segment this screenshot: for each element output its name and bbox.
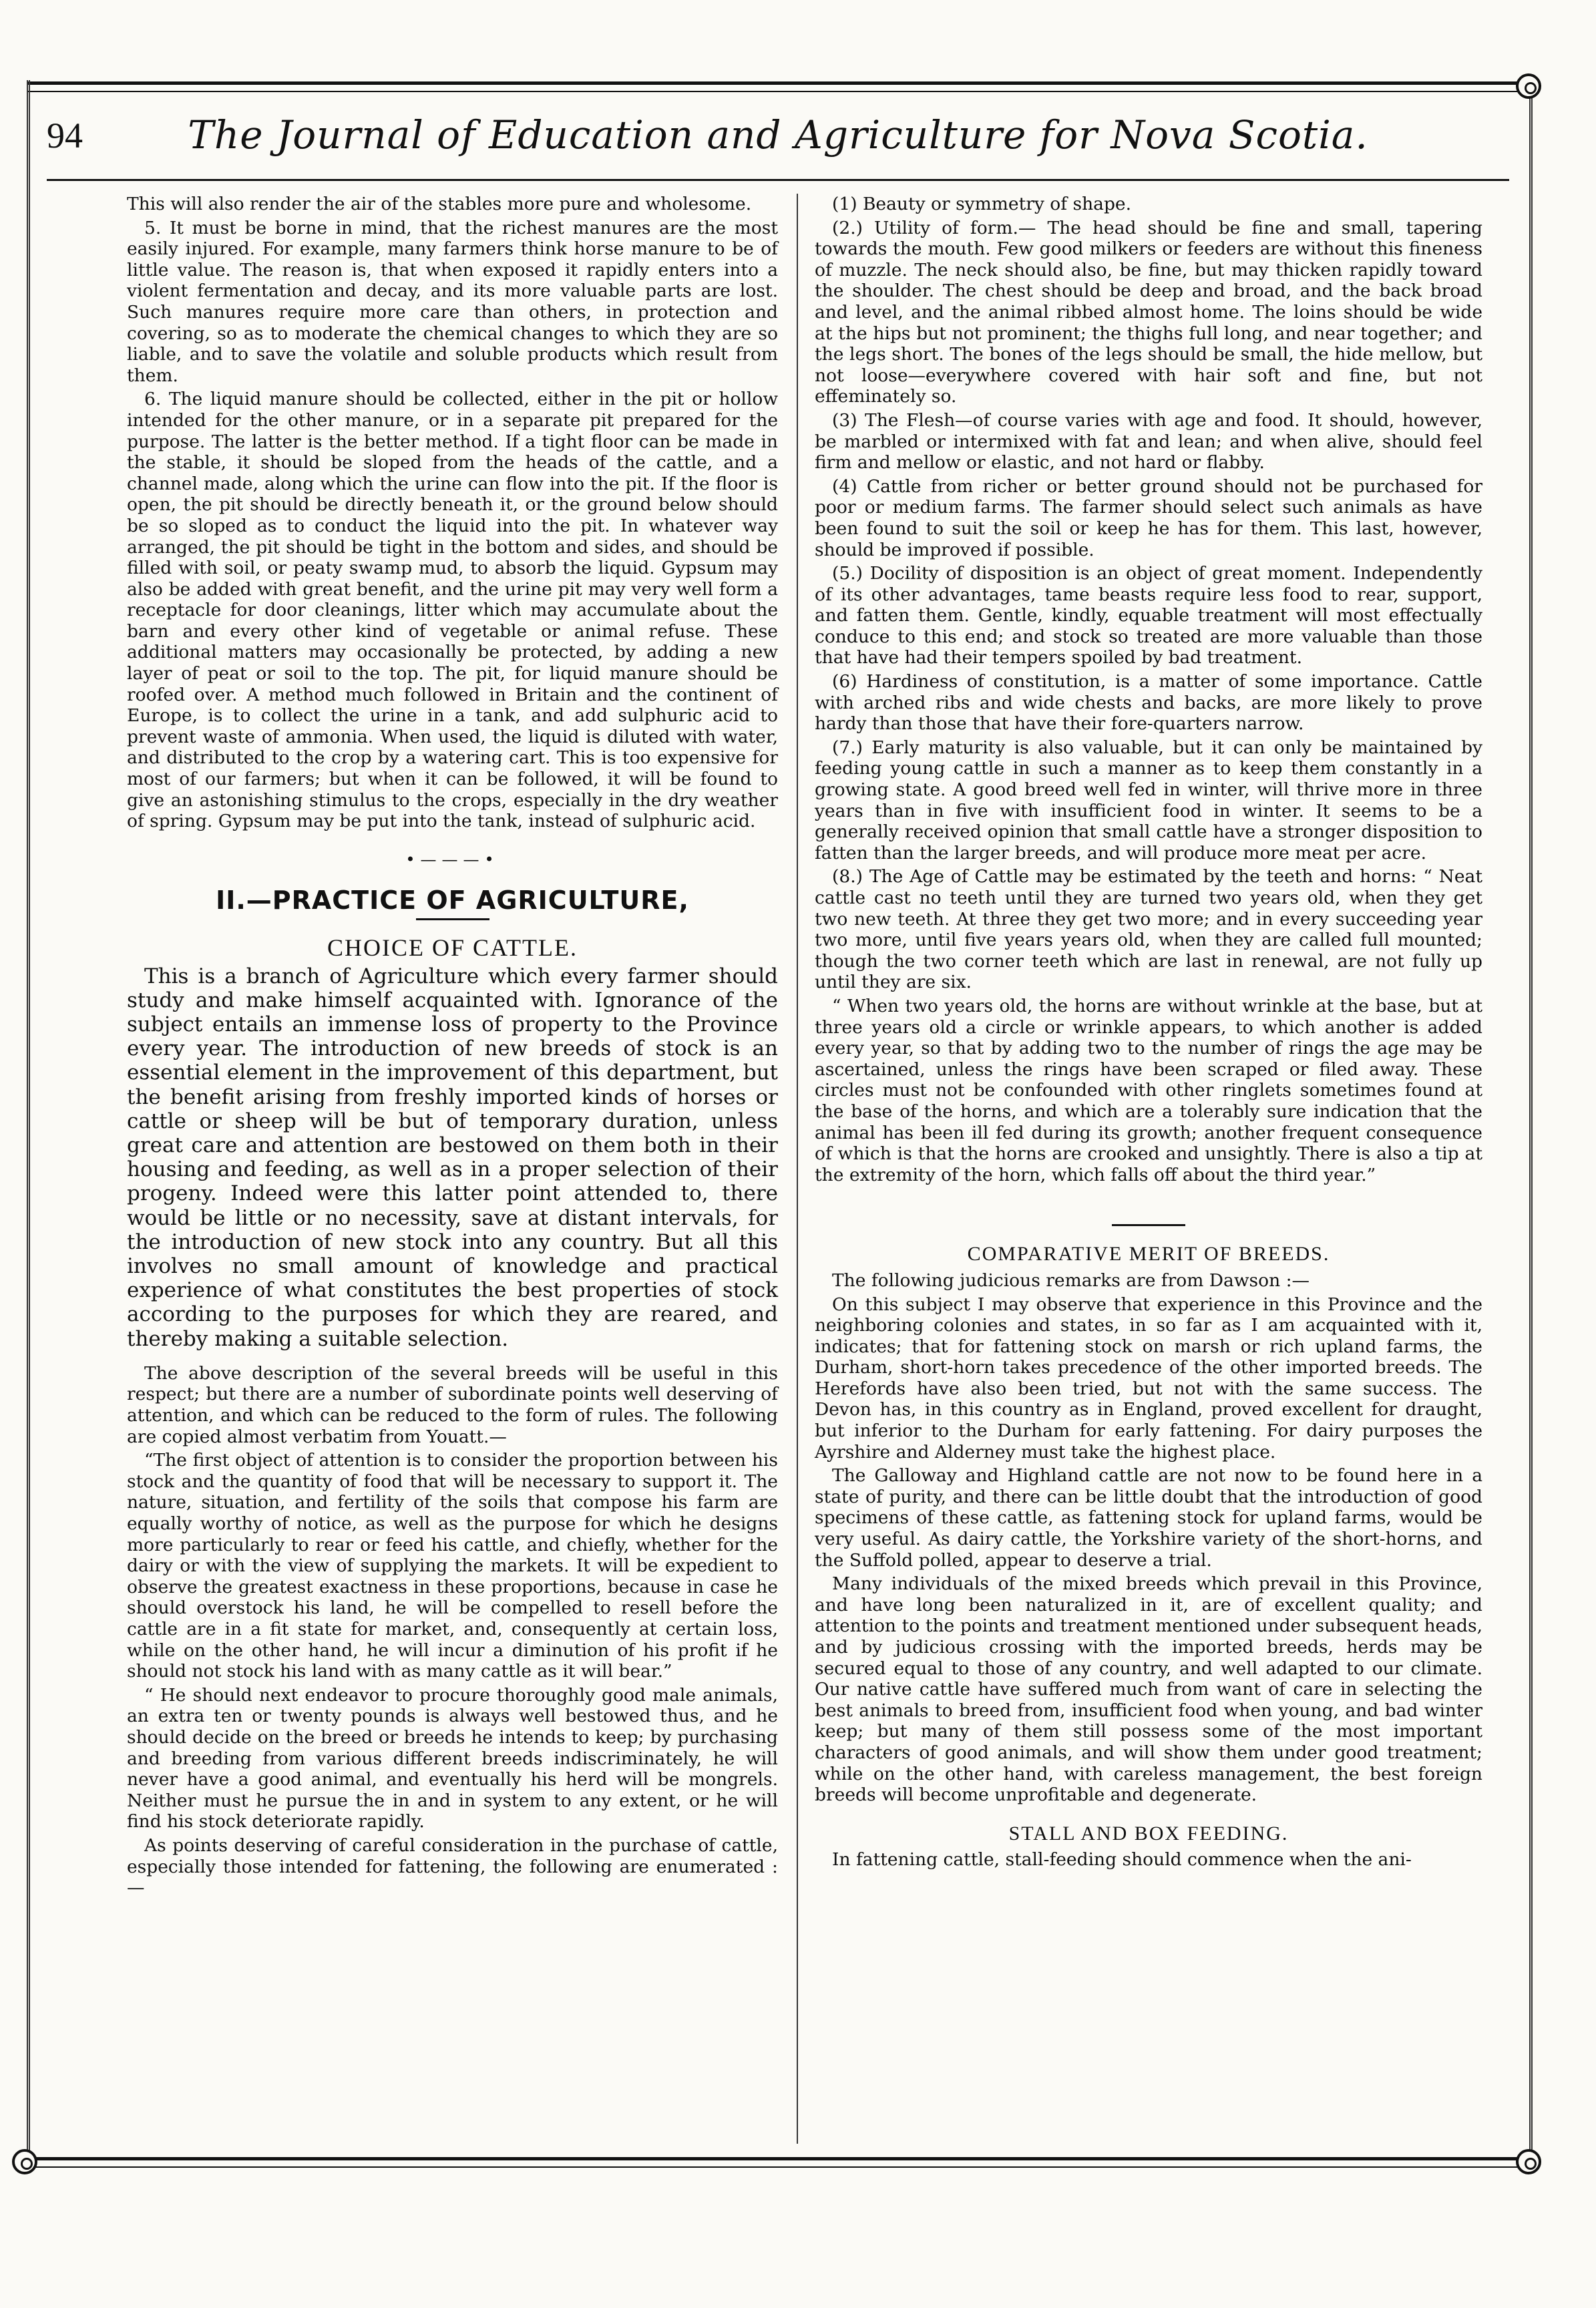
paragraph: This will also render the air of the stables more pure and wholesome.: [127, 194, 752, 214]
bottom-border-rule: [27, 2157, 1529, 2160]
right-column: [815, 194, 1482, 1873]
ornamental-divider: •———•: [405, 849, 500, 869]
paragraph: “The first object of attention is to consider the proportion between his stock and the quantity of food that will be necessary to support it. The nature, situation, and fertility of the soils that compose his farm are equally worthy of notice, as well as the purpose for which he designs more particularly to rear or feed his cattle, and chiefly, whether for the dairy or with the view of supplying the markets. It will be expedient to observe the greatest exactness in these proportions, because in case he should overstock his land, he will be compelled to resell before the cattle are in a fit state for market, and, consequently at certain loss, while on the other hand, he will incur a diminution of his profit if he should not stock his land with as many cattle as it will bear.”: [127, 1450, 778, 1682]
corner-ornament-icon: [1516, 2149, 1541, 2174]
column-divider: [797, 194, 798, 2144]
header-rule: [47, 179, 1509, 181]
sub-heading: CHOICE OF CATTLE.: [327, 934, 578, 961]
paragraph: (2.) Utility of form.— The head should be fine and small, tapering towards the mouth. Few good milkers or feeders are without this fineness of muzzle. The neck should also, be fine, but may thicken rapidly toward the shoulder. The chest should be deep and broad, and the back broad and level, and the animal ribbed almost home. The loins should be wide at the hips but not prominent; the thighs full long, and near together; and the legs short. The bones of the legs should be small, the hide mellow, but not loose—everywhere covered with hair soft and fine, but not effeminately so.: [815, 217, 1482, 407]
paragraph: 6. The liquid manure should be collected, either in the pit or hollow intended for the other manure, or in a separate pit prepared for the purpose. The latter is the better method. If a tight floor can be made in the stable, it should be sloped from the heads of the cattle, and a channel made, along which the urine can flow into the pit. If the floor is open, the pit should be directly beneath it, or the ground below should be so sloped as to conduct the liquid into the pit. In whatever way arranged, the pit should be tight in the bottom and sides, and should be filled with soil, or peaty swamp mud, to absorb the liquid. Gypsum may also be added with great benefit, and the urine pit may very well form a receptacle for door cleanings, litter which may accumulate about the barn and every other kind of vegetable or animal refuse. These additional matters may occasionally be protected, by adding a new layer of peat or soil to the top. The pit, for liquid manure should be roofed over. A method much followed in Britain and the continent of Europe, is to collect the urine in a tank, and add sulphuric acid to prevent waste of ammonia. When used, the liquid is diluted with water, and distributed to the crop by a watering cart. This is too expensive for most of our farmers; but when it can be followed, it will be found to give an astonishing stimulus to the crops, especially in the dry weather of spring. Gypsum may be put into the tank, instead of sulphuric acid.: [127, 389, 778, 832]
corner-ornament-icon: [12, 2149, 37, 2174]
sub-heading: COMPARATIVE MERIT OF BREEDS.: [967, 1243, 1330, 1266]
journal-title: The Journal of Education and Agriculture for Nova Scotia.: [188, 112, 1368, 158]
paragraph: (5.) Docility of disposition is an object of great moment. Independently of its other advantages, tame beasts require less food to rear, support, and fatten them. Gentle, kindly, equable treatment will most effectually conduce to this end; and stock so treated are more valuable than those that have had their tempers spoiled by bad treatment.: [815, 563, 1482, 668]
paragraph: On this subject I may observe that experience in this Province and the neighboring colonies and states, in so far as I am acquainted with it, indicates; that for fattening stock on marsh or rich upland farms, the Durham, short-horn takes precedence of the other imported breeds. The Herefords have also been tried, but not with the same success. The Devon has, in this country as in England, proved excellent for draught, but inferior to the Durham for early fattening. For dairy purposes the Ayrshire and Alderney must take the highest place.: [815, 1294, 1482, 1463]
paragraph: As points deserving of careful consideration in the purchase of cattle, especially those intended for fattening, the following are enumerated :—: [127, 1835, 778, 1899]
bottom-border-rule-thin: [27, 2166, 1529, 2168]
corner-ornament-icon: [1516, 73, 1541, 99]
paragraph: The following judicious remarks are from Dawson :—: [832, 1270, 1310, 1291]
paragraph: (3) The Flesh—of course varies with age and food. It should, however, be marbled or intermixed with fat and lean; and when alive, should feel firm and mellow or elastic, and not hard or flabby.: [815, 409, 1482, 473]
short-rule: [416, 918, 489, 920]
large-text-block: [127, 964, 778, 1351]
paragraph: 5. It must be borne in mind, that the richest manures are the most easily injured. For example, many farmers think horse manure to be of little value. The reason is, that when exposed it rapidly enters into a violent fermentation and decay, and its more valuable parts are lost. Such manures require more care than others, in protection and covering, so as to moderate the chemical changes to which they are so liable, and to save the volatile and soluble products which result from them.: [127, 217, 778, 386]
left-column: [127, 194, 778, 1901]
paragraph: (4) Cattle from richer or better ground should not be purchased for poor or medium farms. The farmer should select such animals as have been found to suit the soil or keep he has for them. This last, however, should be improved if possible.: [815, 475, 1482, 560]
sub-heading: STALL AND BOX FEEDING.: [1008, 1822, 1289, 1845]
paragraph: (1) Beauty or symmetry of shape.: [832, 194, 1132, 214]
paragraph: “ He should next endeavor to procure thoroughly good male animals, an extra ten or twenty pounds is always well bestowed thus, and he should decide on the breed or breeds he intends to keep; by purchasing and breeding from various different breeds indiscriminately, he will never have a good animal, and eventually his herd will be mongrels. Neither must he pursue the in and in system to any extent, or he will find his stock deteriorate rapidly.: [127, 1684, 778, 1833]
paragraph: “ When two years old, the horns are without wrinkle at the base, but at three years old a circle or wrinkle appears, to which another is added every year, so that by adding two to the number of rings the age may be ascertained, unless the rings have been scraped or filed away. These circles must not be confounded with other ringlets sometimes found at the base of the horns, and which are a tolerably sure indication that the animal has been ill fed during its growth; another frequent consequence of which is that the horns are crooked and unsightly. There is also a tip at the extremity of the horn, which falls off about the third year.”: [815, 995, 1482, 1185]
paragraph: (8.) The Age of Cattle may be estimated by the teeth and horns: “ Neat cattle cast no teeth until they are turned two years old, when they get two new teeth. At three they get two more; and in every succeeding year two more, until five years years old, when they are called full mounted; though the two corner teeth which are last in renewal, are not fully up until they are six.: [815, 866, 1482, 993]
short-rule: [1112, 1224, 1185, 1226]
paragraph: In fattening cattle, stall-feeding should commence when the ani-: [832, 1849, 1412, 1871]
paragraph: This is a branch of Agriculture which every farmer should study and make himself acquainted with. Ignorance of the subject entails an immense loss of property to the Province every year. The introduction of new breeds of stock is an essential element in the improvement of this department, but the benefit arising from freshly imported kinds of horses or cattle or sheep will be but of temporary duration, unless great care and attention are bestowed on them both in their housing and feeding, as well as in a proper selection of their progeny. Indeed were this latter point attended to, there would be little or no necessity, save at distant intervals, for the introduction of new stock into any country. But all this involves no small amount of knowledge and practical experience of what constitutes the best properties of stock according to the purposes for which they are reared, and thereby making a suitable selection.: [127, 964, 778, 1351]
paragraph: The Galloway and Highland cattle are not now to be found here in a state of purity, and there can be little doubt that the introduction of good specimens of these cattle, as fattening stock for upland farms, would be very useful. As dairy cattle, the Yorkshire variety of the short-horns, and the Suffold polled, appear to deserve a trial.: [815, 1465, 1482, 1571]
section-heading: II.—PRACTICE OF AGRICULTURE,: [216, 886, 689, 916]
page-header: [47, 107, 1509, 187]
paragraph: (6) Hardiness of constitution, is a matter of some importance. Cattle with arched ribs and wide chests and backs, are more likely to prove hardy than those that have their fore-quarters narrow.: [815, 671, 1482, 735]
paragraph: The above description of the several breeds will be useful in this respect; but there are a number of subordinate points well deserving of attention, and which can be reduced to the form of rules. The following are copied almost verbatim from Youatt.—: [127, 1362, 778, 1447]
paragraph: Many individuals of the mixed breeds which prevail in this Province, and have long been naturalized in it, are of excellent quality; and attention to the points and treatment mentioned under subsequent heads, and by judicious crossing with the imported breeds, herds may be secured equal to those of any country, and well adapted to our climate. Our native cattle have suffered much from want of care in selecting the best animals to breed from, insufficient food when young, and bad winter keep; but many of them still possess some of the most important characters of good animals, and will show them under good treatment; while on the other hand, with careless management, the best foreign breeds will become unprofitable and degenerate.: [815, 1573, 1482, 1806]
paragraph: (7.) Early maturity is also valuable, but it can only be maintained by feeding young cattle in such a manner as to keep them constantly in a growing state. A good breed well fed in winter, will thrive more in three years than in five with insufficient food in winter. It seems to be a generally received opinion that small cattle have a stronger disposition to fatten than the larger breeds, and will produce more meat per acre.: [815, 737, 1482, 863]
page-number: 94: [47, 116, 83, 156]
